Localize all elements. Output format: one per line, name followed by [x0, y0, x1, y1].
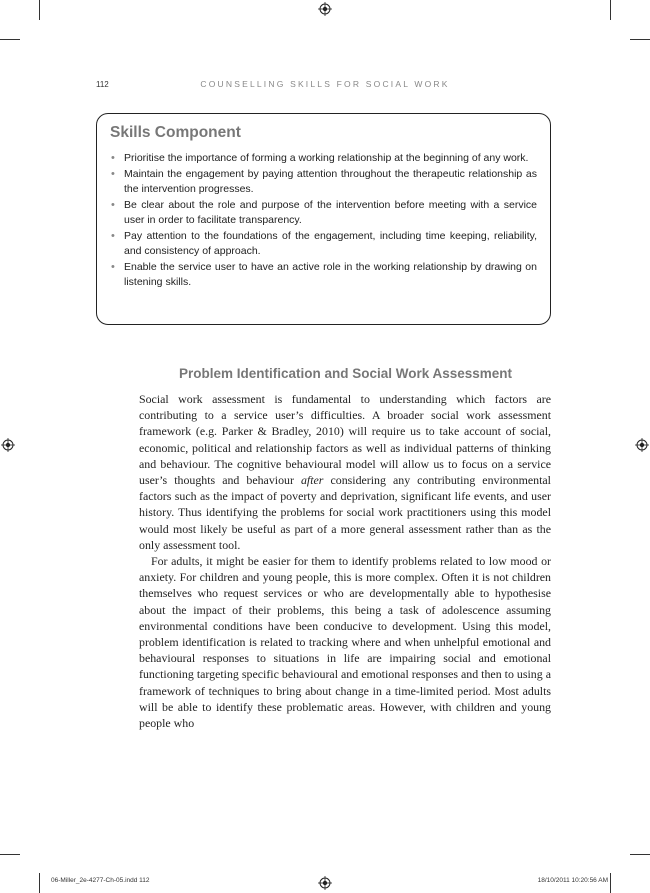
- skills-list-item-text: Pay attention to the foundations of the engagement, including time keeping, reliability, and consistency of approach.: [124, 229, 537, 257]
- skills-list-item-text: Enable the service user to have an active role in the working relationship by drawing on listening skills.: [124, 260, 537, 288]
- skills-component-box: [96, 113, 551, 325]
- crop-mark: [630, 854, 650, 855]
- bullet-icon: •: [111, 198, 115, 211]
- skills-box-title: Skills Component: [110, 124, 241, 141]
- registration-mark-icon: [635, 438, 649, 452]
- file-slug: 06-Miller_2e-4277-Ch-05.indd 112: [51, 877, 150, 884]
- paragraph-1-text-start: Social work assessment is fundamental to understanding which factors are contributing to a service user’s difficulties. A broader social work assessment framework (e.g. Parker & Bradley, 2010) will require us to take account of social, economic, political and relationship factors as well as individual patterns of thinking and behaviour. The cognitive behavioural model will allow us to focus on a service user’s thoughts and behaviour: [139, 392, 551, 488]
- print-timestamp: 18/10/2011 10:20:56 AM: [537, 877, 608, 884]
- skills-list-item-text: Prioritise the importance of forming a working relationship at the beginning of any work.: [124, 152, 529, 164]
- skills-list: [110, 151, 537, 291]
- paragraph-1: [139, 391, 551, 553]
- skills-list-item: [110, 151, 537, 167]
- crop-mark: [610, 0, 611, 20]
- registration-mark-icon: [318, 876, 332, 890]
- bullet-icon: •: [111, 229, 115, 242]
- crop-mark: [39, 873, 40, 893]
- crop-mark: [39, 0, 40, 20]
- body-text: [139, 391, 551, 731]
- bullet-icon: •: [111, 167, 115, 180]
- bullet-icon: •: [111, 152, 115, 164]
- running-head: COUNSELLING SKILLS FOR SOCIAL WORK: [200, 79, 450, 89]
- skills-list-item: [110, 229, 537, 260]
- skills-list-item: [110, 198, 537, 229]
- skills-list-item: [110, 260, 537, 291]
- paragraph-1-italic: after: [300, 473, 324, 488]
- section-heading: Problem Identification and Social Work Assessment: [178, 366, 513, 381]
- skills-list-item-text: Maintain the engagement by paying attention throughout the therapeutic relationship as the intervention progresses.: [124, 167, 537, 195]
- registration-mark-icon: [1, 438, 15, 452]
- crop-mark: [0, 39, 20, 40]
- bullet-icon: •: [111, 260, 115, 273]
- paragraph-2: For adults, it might be easier for them to identify problems related to low mood or anxiety. For children and young people, this is more complex. Often it is not children themselves who request services or who are developmentally able to hypothesise about the impact of their problems, this being a task of adolescence assuming environmental conditions have been conducive to development. Using this model, problem identification is related to tracking where and when unhelpful emotional and behavioural responses to situations in life are impairing social and emotional functioning targeting specific behavioural and emotional responses and then to using a framework of techniques to bring about change in a time-limited period. Most adults will be able to identify these problematic areas. However, with children and young people who: [139, 554, 551, 731]
- crop-mark: [630, 39, 650, 40]
- paragraph-1-text-end: considering any contributing environmental factors such as the impact of poverty and deprivation, significant life events, and user history. Thus identifying the problems for social work practitioners using this model would most likely be useful as part of a more general assessment rather than as the only assessment tool.: [139, 473, 551, 552]
- registration-mark-icon: [318, 2, 332, 16]
- skills-list-item: [110, 167, 537, 198]
- skills-list-item-text: Be clear about the role and purpose of the intervention before meeting with a service user in order to facilitate transparency.: [124, 198, 537, 226]
- crop-mark: [0, 854, 20, 855]
- page-number: 112: [96, 80, 109, 89]
- crop-mark: [610, 873, 611, 893]
